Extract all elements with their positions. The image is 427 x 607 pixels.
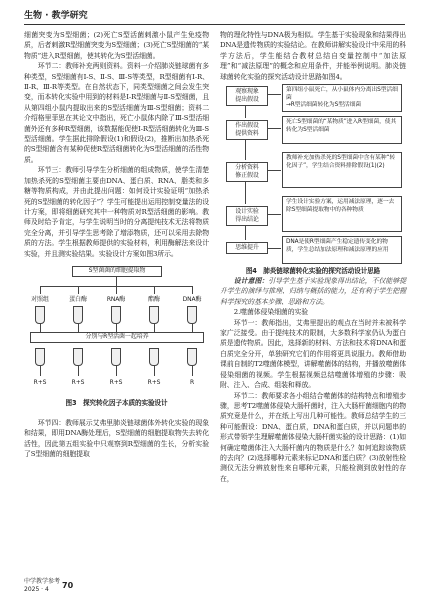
test-tube-icon <box>73 348 83 366</box>
left-paragraph-4: 环节四：教师展示艾弗里肺炎链球菌体外转化实验的现象和结果，即用DNA酶处理后，S型细菌的细胞提取物失去转化活性，因此第五组实验中只观察到R型细菌的生长，分析实验了S型细菌的细胞提取 <box>24 418 209 459</box>
fig3-line <box>116 286 117 294</box>
fig4-detail-box: 学生设计实验方案，运用减法原理，逐一去除S型细菌提取物中的各种物质 <box>282 196 402 232</box>
design-intent-text: 引导学生基于实验现象得出结论，不仅能够提升学生的演绎与推理、归纳与概括的能力，还有利于学生把握科学探究的基本步骤、思路和方法。 <box>220 277 407 306</box>
fig4-arrow <box>245 226 246 240</box>
fig4-arrow <box>245 182 246 204</box>
fig4-detail-box: 教师补充加热杀死的S型细菌中含有某种“转化因子”，学生结合资料排除假设(1)(2) <box>282 152 402 188</box>
page-number: 70 <box>62 581 74 590</box>
test-tube-icon <box>187 348 197 366</box>
fig3-result-label: R+S <box>109 378 123 386</box>
fig3-line <box>116 276 117 286</box>
header-rule <box>24 24 405 25</box>
figure-3-caption: 图3 探究转化因子本质的实验设计 <box>65 398 168 407</box>
fig3-line <box>78 324 79 332</box>
footer-issue: 2025 · 4 <box>24 586 49 593</box>
running-header: 生物 · 教学研究 <box>24 11 88 21</box>
right-paragraph-5: 环节二：教师要求各小组结合噬菌体的结构特点和增殖步骤，思考T2噬菌体侵染大肠杆菌时，注入大肠杆菌细胞内的物质究竟是什么，并在纸上写出几种可能性。教师总结学生的三种可能假设：DNA、蛋白质，DNA和蛋白质，并以问题串的形式带领学生理解噬菌体侵染大肠杆菌实验的设计思路：(1)如何确定噬菌体注入大肠杆菌内的物质是什么？如何追踪该物质的去向？(2)选择哪种元素来标记DNA和蛋白质？(3)放射性检测仪无法分辨放射性来自哪种元素，只能检测到放射性的存在， <box>220 391 407 483</box>
right-paragraph-1: 物的理化特性与DNA极为相似。学生基于实验现象和结果得出DNA是遗传物质的实验结论。在教师讲解实验设计中采用的科学方法后，学生能结合教材总结自变量控制中“加法原理”和“减法原理”的概念和应用条件，并能举例说明。肺炎链球菌转化实验的探究活动设计思路如图4。 <box>220 31 406 81</box>
fig3-result-label: R+S <box>33 378 47 386</box>
fig4-step-box: 分析资料 修正假设 <box>226 162 268 182</box>
test-tube-icon <box>35 306 45 324</box>
fig3-line <box>116 366 117 376</box>
left-paragraph-1: 细菌突变为S型细菌；(2)死亡S型活菌刺激小鼠产生免疫物质，后者刺激R型细菌突变为S型细菌；(3)死亡S型细菌的“某物质”进入R型细菌，使其转化为S型活细菌。 <box>24 31 209 60</box>
fig4-arrow <box>268 94 281 95</box>
left-paragraph-2: 环节二：教师补充两则资料。资料一介绍肺炎链球菌有多种类型，S型细菌有Ⅰ-S、Ⅱ-S、Ⅲ-S等类型，R型细菌有Ⅰ-R、Ⅱ-R、Ⅲ-R等类型。在自然状态下，同类型细菌之间会发生突变，而本转化实验中用到的材料是Ⅰ-R型细菌与Ⅱ-S型细菌，且从第四组小鼠内提取出来的S型活细菌为Ⅲ-S型细菌；资料二介绍格里菲思在其论文中指出，死亡小鼠体内除了Ⅲ-S型活细菌外还有多种R型细菌，该数据能促使Ⅰ-R型活细菌转化为Ⅲ-S型活细菌。学生据此排除假设(1)和假设(2)，推断出加热杀死的S型细菌含有某种促使R型活细菌转化为S型活细菌的活性物质。 <box>24 62 209 164</box>
fig3-line <box>40 366 41 376</box>
figure-4-diagram <box>220 82 406 274</box>
fig3-line <box>154 324 155 332</box>
fig3-branch-label: 对照组 <box>31 295 49 303</box>
fig3-line <box>78 286 79 294</box>
fig3-line <box>192 324 193 332</box>
test-tube-icon <box>73 306 83 324</box>
fig4-arrow <box>268 170 281 171</box>
fig4-arrow <box>245 140 246 160</box>
fig4-detail-box: 第四组小鼠死亡，从小鼠体内分离出S型活细菌 →R型活细菌转化为S型活细菌 <box>282 84 402 112</box>
fig4-arrow <box>245 106 246 118</box>
fig3-branch-label: RNA酶 <box>106 295 126 303</box>
figure-4-caption: 图4 肺炎链球菌转化实验的探究活动设计思路 <box>245 267 381 276</box>
fig3-result-label: R <box>189 378 195 386</box>
right-paragraph-4: 环节一：教师指出，艾弗里提出的观点在当时并未被科学家广泛接受。由于提纯技术的限制，大多数科学家仍认为蛋白质是遗传物质。因此，选择新的材料、方法和技术将DNA和蛋白质完全分开，单独研究它们的作用将更具说服力。教师借助课前自制的T2噬菌体模型，讲解噬菌体的结构，并播放噬菌体侵染细菌的视频。学生根据视频总结噬菌体增殖的步骤：吸附、注入、合成、组装和释放。 <box>220 318 406 390</box>
right-column <box>220 30 406 484</box>
design-intent-paragraph <box>220 276 406 307</box>
fig3-line <box>40 286 41 294</box>
fig3-line <box>116 324 117 332</box>
fig4-arrow <box>268 214 281 215</box>
footer-journal <box>24 578 60 594</box>
fig3-branch-label: 蛋白酶 <box>69 295 87 303</box>
test-tube-icon <box>35 348 45 366</box>
fig4-step-box: 观察现象 提出假设 <box>226 86 268 106</box>
fig4-detail-box: DNA是使R型细菌产生稳定遗传变化的物质，学生总结加法原理和减法原理的应用 <box>282 236 402 264</box>
fig3-result-label: R+S <box>71 378 85 386</box>
left-paragraph-3: 环节三：教师引导学生分析细菌的组成物质，使学生清楚加热杀死的S型细菌主要由DNA、蛋白质、RNA、脂类和多糖等物质构成，并由此提出问题：如何设计实验证明“加热杀死的S型细菌的转化因子”？学生可能提出运用控制变量法的设计方案，即将细菌研究其中一种物质对R型活细菌的影响。教师及时给予肯定，与学生说明当时的分离提纯技术无法将物质完全分离，并引导学生思考除了增添物质，还可以采用去除物质的方法。学生根据教师提供的实验材料，利用酶解法来设计实验，并且测实验结果。实验设计方案如图3所示。 <box>24 166 209 258</box>
fig3-line <box>154 366 155 376</box>
fig4-step-box: 思维提升 <box>226 242 268 254</box>
fig4-arrow <box>268 128 281 129</box>
section-heading: 2.噬菌体侵染细菌的实验 <box>233 308 309 317</box>
fig3-line <box>154 286 155 294</box>
fig3-branch-label: 酯酶 <box>148 295 160 303</box>
test-tube-icon <box>111 348 121 366</box>
test-tube-icon <box>149 306 159 324</box>
test-tube-icon <box>149 348 159 366</box>
left-column <box>24 30 209 460</box>
fig3-top-box: S型菌菌的细胞提取物 <box>72 266 162 277</box>
fig3-line <box>40 324 41 332</box>
fig4-arrow <box>268 248 281 249</box>
design-intent-label: 设计意图： <box>233 277 269 286</box>
footer-journal-name: 中学教学参考 <box>24 578 61 585</box>
fig3-line <box>192 286 193 294</box>
test-tube-icon <box>187 306 197 324</box>
figure-3-diagram <box>24 264 209 414</box>
fig3-branch-label: DNA酶 <box>182 295 202 303</box>
test-tube-icon <box>111 306 121 324</box>
fig3-merge-box: 分别与R型活菌一起培养 <box>30 332 204 343</box>
fig3-result-label: R+S <box>147 378 161 386</box>
fig4-step-box: 作出假设 提供资料 <box>226 120 268 140</box>
fig3-line <box>192 366 193 376</box>
fig4-step-box: 设计实验 得出结论 <box>226 206 268 226</box>
fig3-line <box>78 366 79 376</box>
fig4-detail-box: 死亡S型细菌的“某物质”进入R型细菌，使其转化为S型活细菌 <box>282 116 402 144</box>
